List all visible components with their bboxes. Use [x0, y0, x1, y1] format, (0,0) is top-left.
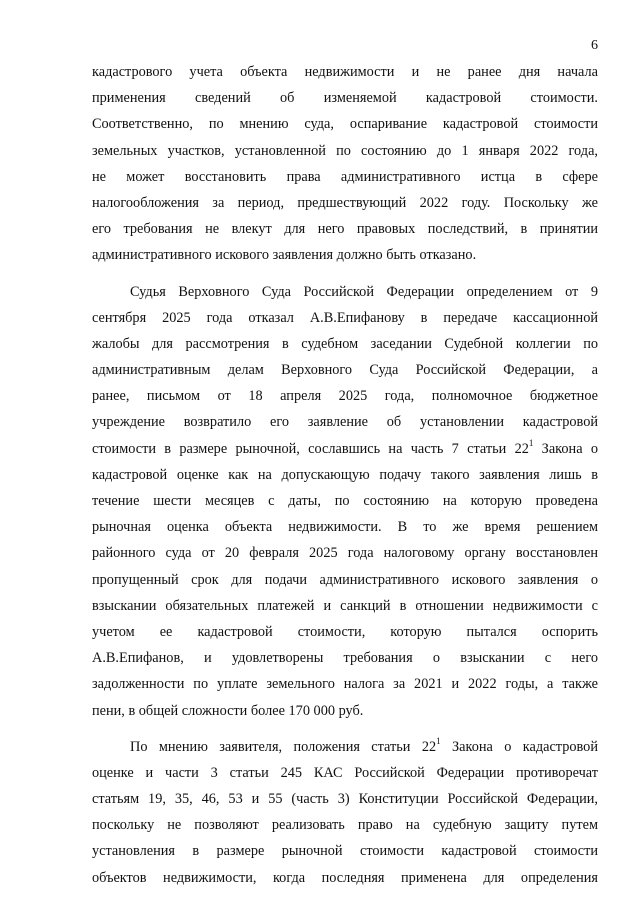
text-line: кадастрового учета объекта недвижимости и не ранее дня начала: [92, 64, 598, 80]
paragraph-3: [92, 734, 598, 891]
superscript: 1: [436, 735, 441, 746]
paragraph-2: [92, 279, 598, 724]
text-line: Судья Верховного Суда Российской Федерации определением от 9: [130, 283, 598, 300]
superscript: 1: [528, 437, 534, 448]
text-line: кадастровой оценке как на допускающую подачу такого заявления лишь в: [92, 466, 598, 483]
text-line: поскольку не позволяют реализовать право на судебную защиту путем: [92, 817, 598, 834]
text-line: жалобы для рассмотрения в судебном заседании Судебной коллегии по: [92, 335, 598, 352]
text-line: рыночная оценка объекта недвижимости. В то же время решением: [92, 519, 598, 536]
text-line: пропущенный срок для подачи административного искового заявления о: [92, 571, 598, 588]
document-body: [92, 59, 598, 891]
text-segment: Закона о кадастровой: [440, 738, 598, 755]
text-line: оценке и части 3 статьи 245 КАС Российской Федерации противоречат: [92, 764, 598, 781]
text-line-with-superscript: [92, 734, 598, 760]
text-line: налогообложения за период, предшествующий 2022 году. Поскольку же: [92, 194, 598, 211]
text-line: пени, в общей сложности более 170 000 руб.: [92, 702, 364, 719]
text-line: административного искового заявления должно быть отказано.: [92, 247, 477, 264]
text-line-with-superscript: [92, 436, 598, 462]
text-segment: Закона о: [533, 440, 598, 457]
text-line: не может восстановить права административного истца в сфере: [92, 168, 598, 185]
text-segment: По мнению заявителя, положения статьи 22: [130, 738, 437, 755]
text-line: установления в размере рыночной стоимости кадастровой стоимости: [92, 843, 598, 860]
text-line: объектов недвижимости, когда последняя применена для определения: [92, 869, 598, 886]
text-line: задолженности по уплате земельного налога за 2021 и 2022 годы, а также: [92, 676, 598, 693]
text-line: его требования не влекут для него правовых последствий, в принятии: [92, 221, 598, 238]
text-line: Соответственно, по мнению суда, оспаривание кадастровой стоимости: [92, 116, 598, 133]
text-line: учетом ее кадастровой стоимости, которую пытался оспорить: [92, 623, 598, 640]
text-line: А.В.Епифанов, и удовлетворены требования о взыскании с него: [92, 650, 598, 667]
text-line: сентября 2025 года отказал А.В.Епифанову в передаче кассационной: [92, 309, 598, 326]
text-line: административным делам Верховного Суда Российской Федерации, а: [92, 362, 598, 379]
text-line: учреждение возвратило его заявление об установлении кадастровой: [92, 414, 598, 431]
text-line: земельных участков, установленной по состоянию до 1 января 2022 года,: [92, 142, 598, 159]
text-line: взыскании обязательных платежей и санкций в отношении недвижимости с: [92, 597, 598, 614]
text-segment: стоимости в размере рыночной, сославшись на часть 7 статьи 22: [92, 440, 529, 457]
text-line: применения сведений об изменяемой кадастровой стоимости.: [92, 90, 598, 107]
text-line: течение шести месяцев с даты, по состоянию на которую проведена: [92, 493, 598, 509]
paragraph-1: [92, 59, 598, 269]
text-line: районного суда от 20 февраля 2025 года налоговому органу восстановлен: [92, 545, 598, 562]
text-line: ранее, письмом от 18 апреля 2025 года, полномочное бюджетное: [92, 388, 598, 405]
page-number: 6: [591, 38, 598, 53]
text-line: статьям 19, 35, 46, 53 и 55 (часть 3) Конституции Российской Федерации,: [92, 791, 598, 808]
